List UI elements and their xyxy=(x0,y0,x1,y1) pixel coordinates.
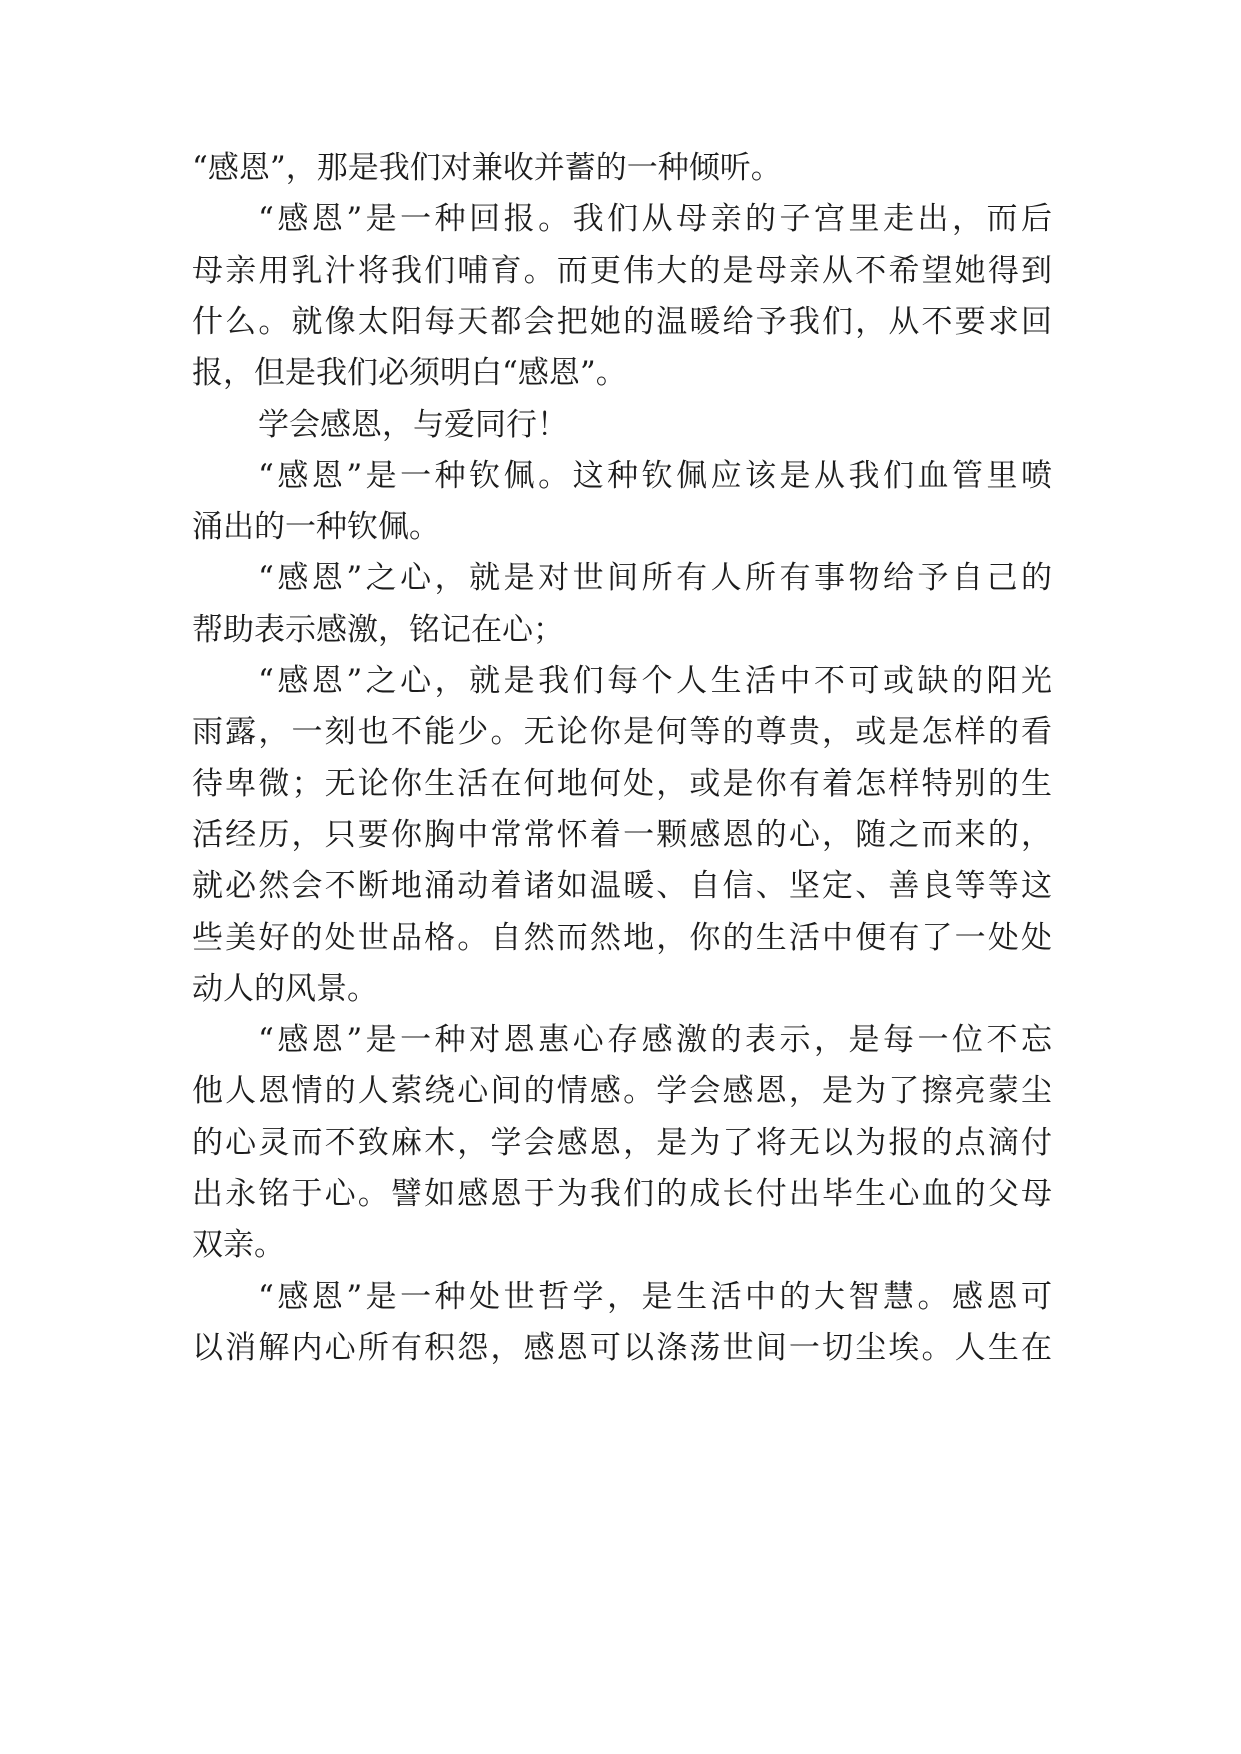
text-line: 双亲。 xyxy=(192,1227,285,1263)
text-line: 报，但是我们必须明白“感恩”。 xyxy=(192,355,627,391)
text-line: “感恩”之心，就是我们每个人生活中不可或缺的阳光 xyxy=(258,663,1052,699)
text-line: 他人恩情的人萦绕心间的情感。学会感恩，是为了擦亮蒙尘 xyxy=(192,1073,1052,1109)
text-line: 以消解内心所有积怨，感恩可以涤荡世间一切尘埃。人生在 xyxy=(192,1330,1052,1366)
text-line: “感恩”是一种处世哲学，是生活中的大智慧。感恩可 xyxy=(258,1279,1052,1315)
text-line: “感恩”，那是我们对兼收并蓄的一种倾听。 xyxy=(192,150,782,186)
text-line: 就必然会不断地涌动着诸如温暖、自信、坚定、善良等等这 xyxy=(192,868,1052,904)
text-line: 活经历，只要你胸中常常怀着一颗感恩的心，随之而来的， xyxy=(192,817,1052,853)
text-line: 涌出的一种钦佩。 xyxy=(192,509,440,545)
text-line: “感恩”是一种钦佩。这种钦佩应该是从我们血管里喷 xyxy=(258,458,1052,494)
text-line: 出永铭于心。譬如感恩于为我们的成长付出毕生心血的父母 xyxy=(192,1176,1052,1212)
text-line: 雨露，一刻也不能少。无论你是何等的尊贵，或是怎样的看 xyxy=(192,714,1052,750)
text-line: 动人的风景。 xyxy=(192,971,378,1007)
text-line: “感恩”之心，就是对世间所有人所有事物给予自己的 xyxy=(258,560,1052,596)
text-line: 学会感恩，与爱同行！ xyxy=(258,407,568,443)
text-line: “感恩”是一种回报。我们从母亲的子宫里走出，而后 xyxy=(258,201,1052,237)
text-line: 帮助表示感激，铭记在心； xyxy=(192,612,564,648)
text-line: 母亲用乳汁将我们哺育。而更伟大的是母亲从不希望她得到 xyxy=(192,253,1052,289)
text-line: 的心灵而不致麻木，学会感恩，是为了将无以为报的点滴付 xyxy=(192,1125,1052,1161)
text-line: 些美好的处世品格。自然而然地，你的生活中便有了一处处 xyxy=(192,920,1052,956)
text-line: “感恩”是一种对恩惠心存感激的表示，是每一位不忘 xyxy=(258,1022,1052,1058)
text-line: 待卑微；无论你生活在何地何处，或是你有着怎样特别的生 xyxy=(192,766,1052,802)
text-line: 什么。就像太阳每天都会把她的温暖给予我们，从不要求回 xyxy=(192,304,1052,340)
